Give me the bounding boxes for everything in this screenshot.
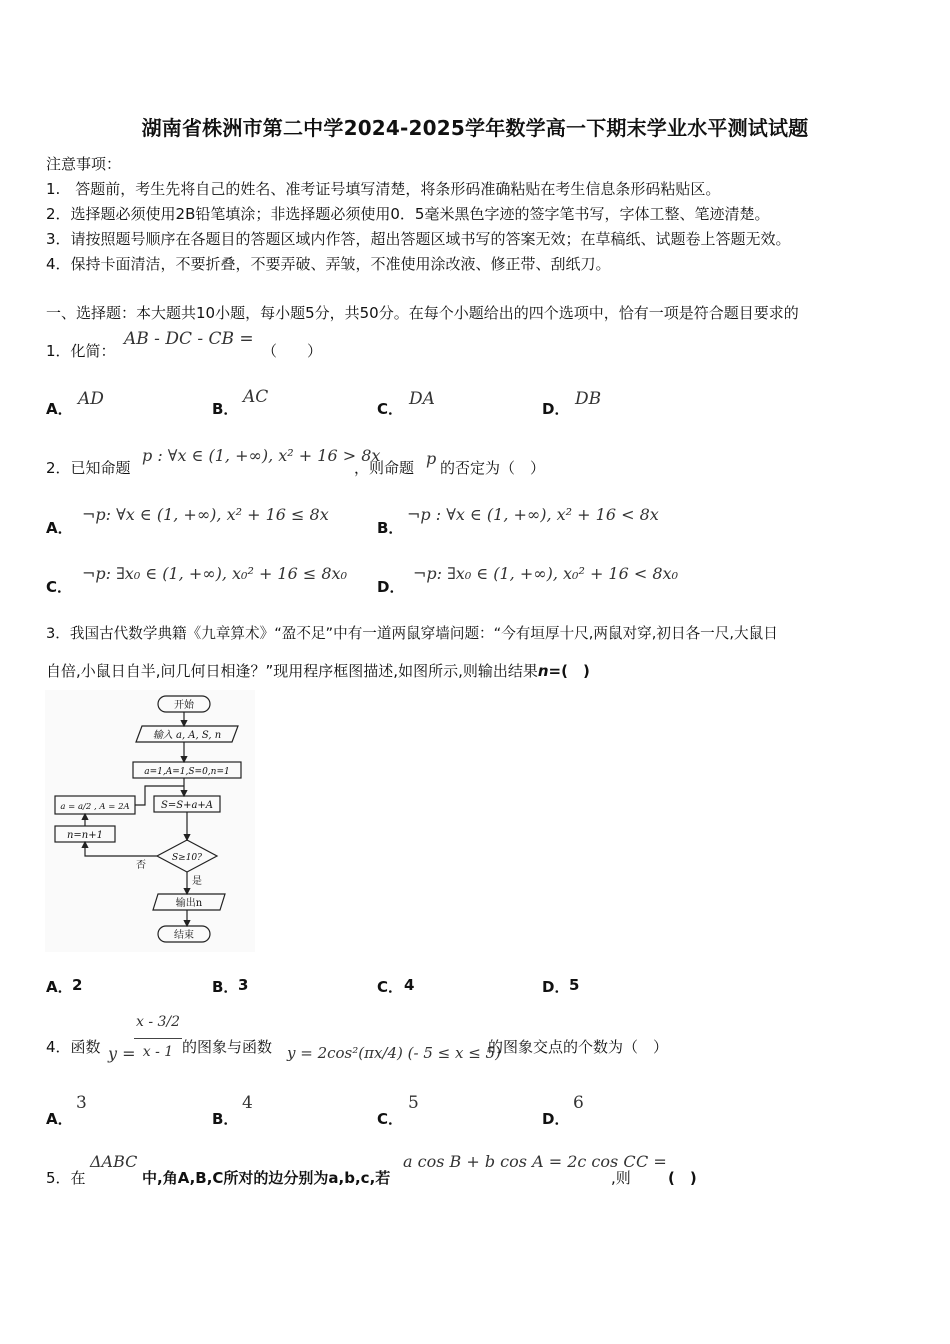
q5-number: 5．在	[46, 1169, 86, 1187]
q3-option-c: 4	[404, 976, 415, 994]
q3-blank: =( )	[548, 662, 590, 680]
q5-blank: ( )	[668, 1169, 697, 1187]
section-heading: 一、选择题：本大题共10小题，每小题5分，共50分。在每个小题给出的四个选项中，恰有一项是符合题目要求的	[46, 304, 799, 322]
q2-option-d: ¬p: ∃x₀ ∈ (1, +∞), x₀² + 16 < 8x₀	[413, 564, 678, 583]
q4-tail: 的图象交点的个数为（ ）	[488, 1038, 669, 1056]
q3-option-c-label: C．	[377, 978, 404, 996]
flow-sum: S=S+a+A	[160, 800, 214, 811]
q2-option-c: ¬p: ∃x₀ ∈ (1, +∞), x₀² + 16 ≤ 8x₀	[82, 564, 347, 583]
q1-expression: AB - DC - CB =	[124, 329, 254, 349]
q1-option-d-label: D．	[542, 400, 570, 418]
q3-option-d-label: D．	[542, 978, 570, 996]
q2-proposition: p : ∀x ∈ (1, +∞), x² + 16 > 8x	[142, 446, 381, 465]
q4-text: 的图象与函数	[182, 1038, 273, 1056]
q5-equation: a cos B + b cos A = 2c cos C	[403, 1152, 636, 1171]
q3-option-a: 2	[72, 976, 83, 994]
q2-option-b: ¬p : ∀x ∈ (1, +∞), x² + 16 < 8x	[407, 505, 659, 524]
q5-text2: ,则	[611, 1169, 631, 1187]
q5-triangle: ΔABC	[90, 1152, 138, 1171]
q3-option-b-label: B．	[212, 978, 239, 996]
q4-frac-den: x - 1	[142, 1044, 174, 1060]
q3-line1: 3．我国古代数学典籍《九章算术》“盈不足”中有一道两鼠穿墙问题：“今有垣厚十尺,两鼠对穿,初日各一尺,大鼠日	[46, 625, 778, 642]
page-title: 湖南省株洲市第二中学2024-2025学年数学高一下期末学业水平测试试题	[141, 116, 809, 140]
q4-number: 4．函数	[46, 1038, 101, 1056]
q3-option-d: 5	[569, 976, 580, 994]
notice-item: 3．请按照题号顺序在各题目的答题区域内作答，超出答题区域书写的答案无效；在草稿纸、试题卷上答题无效。	[46, 230, 791, 248]
flow-cond: S≥10?	[172, 853, 202, 863]
notice-item: 4．保持卡面清洁，不要折叠，不要弄破、弄皱，不准使用涂改液、修正带、刮纸刀。	[46, 255, 611, 273]
q4-option-a-label: A．	[46, 1110, 73, 1128]
q4-frac-num: x - 3/2	[134, 1012, 182, 1039]
q1-option-a-label: A．	[46, 400, 73, 418]
q4-option-c: 5	[408, 1093, 419, 1113]
q2-text: ，则命题	[354, 459, 415, 477]
q2-option-a-label: A．	[46, 519, 73, 537]
q4-option-b: 4	[242, 1093, 253, 1113]
q4-option-c-label: C．	[377, 1110, 404, 1128]
flow-no: 否	[136, 860, 146, 871]
flow-end: 结束	[174, 930, 194, 941]
q2-option-d-label: D．	[377, 578, 405, 596]
q1-blank: （ ）	[262, 342, 323, 360]
q2-option-b-label: B．	[377, 519, 404, 537]
flow-update: a = a/2 , A = 2A	[60, 802, 130, 812]
notice-item: 1. 答题前，考生先将自己的姓名、准考证号填写清楚，将条形码准确粘贴在考生信息条形码粘贴区。	[46, 180, 721, 198]
q1-option-b-label: B．	[212, 400, 239, 418]
q5-text: 中,角A,B,C所对的边分别为a,b,c,若	[142, 1169, 391, 1187]
q4-option-b-label: B．	[212, 1110, 239, 1128]
flow-init: a=1,A=1,S=0,n=1	[144, 767, 230, 777]
q2-option-a: ¬p: ∀x ∈ (1, +∞), x² + 16 ≤ 8x	[82, 505, 329, 524]
q4-option-a: 3	[76, 1093, 87, 1113]
q1-number: 1．化简：	[46, 342, 116, 360]
q2-tail: 的否定为（ ）	[440, 459, 546, 477]
notice-item: 2．选择题必须使用2B铅笔填涂；非选择题必须使用0．5毫米黑色字迹的签字笔书写，字体工整、笔迹清楚。	[46, 205, 770, 223]
q1-option-c: DA	[409, 389, 435, 409]
flow-start: 开始	[174, 700, 194, 711]
q1-option-a: AD	[78, 389, 104, 409]
q3-option-a-label: A．	[46, 978, 73, 996]
notice-heading: 注意事项：	[46, 155, 122, 173]
flow-input: 输入 a, A, S, n	[152, 730, 222, 741]
flow-yes: 是	[192, 876, 202, 887]
q5-c: C =	[636, 1152, 667, 1171]
q4-fraction	[134, 1012, 182, 1061]
q1-option-d: DB	[575, 389, 602, 409]
q3-option-b: 3	[238, 976, 249, 994]
q3-line2-text: 自倍,小鼠日自半,问几何日相逢？”现用程序框图描述,如图所示,则输出结果	[46, 662, 538, 680]
flow-inc: n=n+1	[66, 830, 104, 841]
q2-p: p	[426, 449, 437, 468]
q3-line2	[46, 660, 590, 681]
q1-option-b: AC	[243, 387, 269, 407]
q3-n: n	[537, 662, 549, 680]
q1-option-c-label: C．	[377, 400, 404, 418]
q2-option-c-label: C．	[46, 578, 73, 596]
q4-y: y =	[108, 1044, 136, 1063]
q4-option-d-label: D．	[542, 1110, 570, 1128]
flow-output: 输出n	[175, 898, 203, 909]
q4-function2: y = 2cos²(πx/4) (- 5 ≤ x ≤ 5)	[287, 1044, 501, 1062]
q2-number: 2．已知命题	[46, 459, 131, 477]
q4-option-d: 6	[573, 1093, 584, 1113]
flowchart	[45, 690, 255, 952]
